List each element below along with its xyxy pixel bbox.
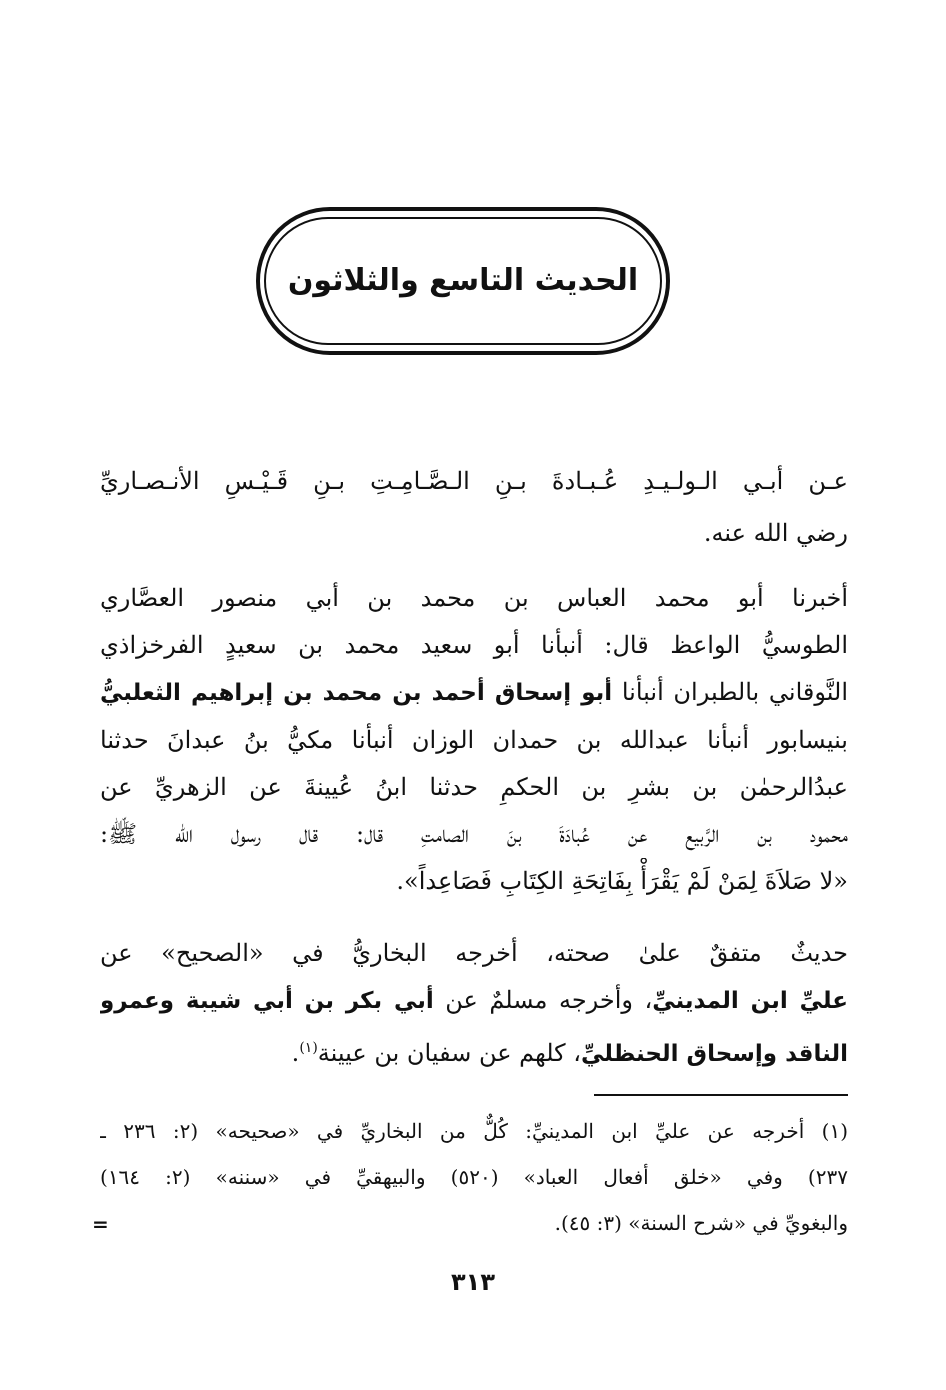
isnad-narrator-bold: أبو إسحاق أحمد بن محمد بن إبراهيم الثعلبيُّ bbox=[100, 680, 613, 706]
hadith-matn: «لا صَلاَةَ لِمَنْ لَمْ يَقْرَأْ بِفَاتِحَةِ الكِتَابِ فَصَاعِداً». bbox=[396, 867, 848, 895]
isnad-line: عبدُالرحمٰن بن بشرِ بن الحكمِ حدثنا ابنُ عُيينةَ عن الزهريِّ عن bbox=[100, 773, 848, 801]
takhrij-text: . bbox=[291, 1039, 300, 1067]
intro-line: رضي الله عنه. bbox=[703, 519, 848, 547]
isnad-line: بنيسابور أنبأنا عبدالله بن حمدان الوزان أنبأنا مكيُّ بنُ عبدانَ حدثنا bbox=[100, 726, 848, 754]
intro-paragraph bbox=[100, 455, 848, 559]
page-number: ٣١٣ bbox=[451, 1268, 495, 1296]
takhrij-line bbox=[100, 977, 848, 1025]
footnotes bbox=[100, 1108, 848, 1246]
narrator-bold: الناقد وإسحاق الحنظليِّ bbox=[580, 1041, 848, 1067]
isnad-line bbox=[100, 669, 848, 717]
isnad-paragraph bbox=[100, 575, 848, 905]
footnote-line: والبغويِّ في «شرح السنة» (٣: ٤٥). bbox=[554, 1211, 848, 1235]
narrator-bold: أبي بكر بن أبي شيبة وعمرو bbox=[100, 988, 434, 1014]
footnote-line: ٢٣٧) وفي «خلق أفعال العباد» (٥٢٠) والبيهقيِّ في «سننه» (٢: ١٦٤) bbox=[100, 1165, 848, 1189]
footnote-reference: (١) bbox=[299, 1040, 318, 1056]
isnad-text: النَّوقاني بالطبران أنبأنا bbox=[612, 678, 848, 706]
narrator-bold: عليِّ ابن المدينيِّ bbox=[652, 988, 848, 1014]
takhrij-line bbox=[100, 1025, 848, 1078]
footnote-separator bbox=[594, 1094, 848, 1096]
isnad-line: أخبرنا أبو محمد العباس بن محمد بن أبي منصور العصَّاري bbox=[100, 584, 848, 612]
takhrij-paragraph bbox=[100, 930, 848, 1078]
takhrij-text: ، كلهم عن سفيان بن عيينة bbox=[317, 1039, 581, 1067]
chapter-title: الحديث التاسع والثلاثون bbox=[287, 263, 639, 298]
takhrij-line: حديثٌ متفقٌ علىٰ صحته، أخرجه البخاريُّ في «الصحيح» عن bbox=[100, 939, 848, 967]
footnote-continuation-mark: = bbox=[92, 1212, 109, 1236]
footnote-line: (١) أخرجه عن عليِّ ابن المدينيِّ: كُلٌّ من البخاريِّ في «صحيحه» (٢: ٢٣٦ ـ bbox=[100, 1119, 848, 1143]
isnad-line: محمود بن الرَّبيع عن عُبادَةَ بنَ الصامتِ قال: قال رسول الله ﷺ: bbox=[100, 820, 848, 848]
isnad-line: الطوسيُّ الواعظ قال: أنبأنا أبو سعيد محمد بن سعيدٍ الفرخزاذي bbox=[100, 631, 848, 659]
takhrij-text: ، وأخرجه مسلمٌ عن bbox=[433, 986, 653, 1014]
intro-line: عـن أبـي الـولـيـدِ عُـبـادةَ بـنِ الـصَّـامِـتِ بـنِ قَـيْـسِ الأنـصـاريِّ bbox=[100, 467, 848, 495]
